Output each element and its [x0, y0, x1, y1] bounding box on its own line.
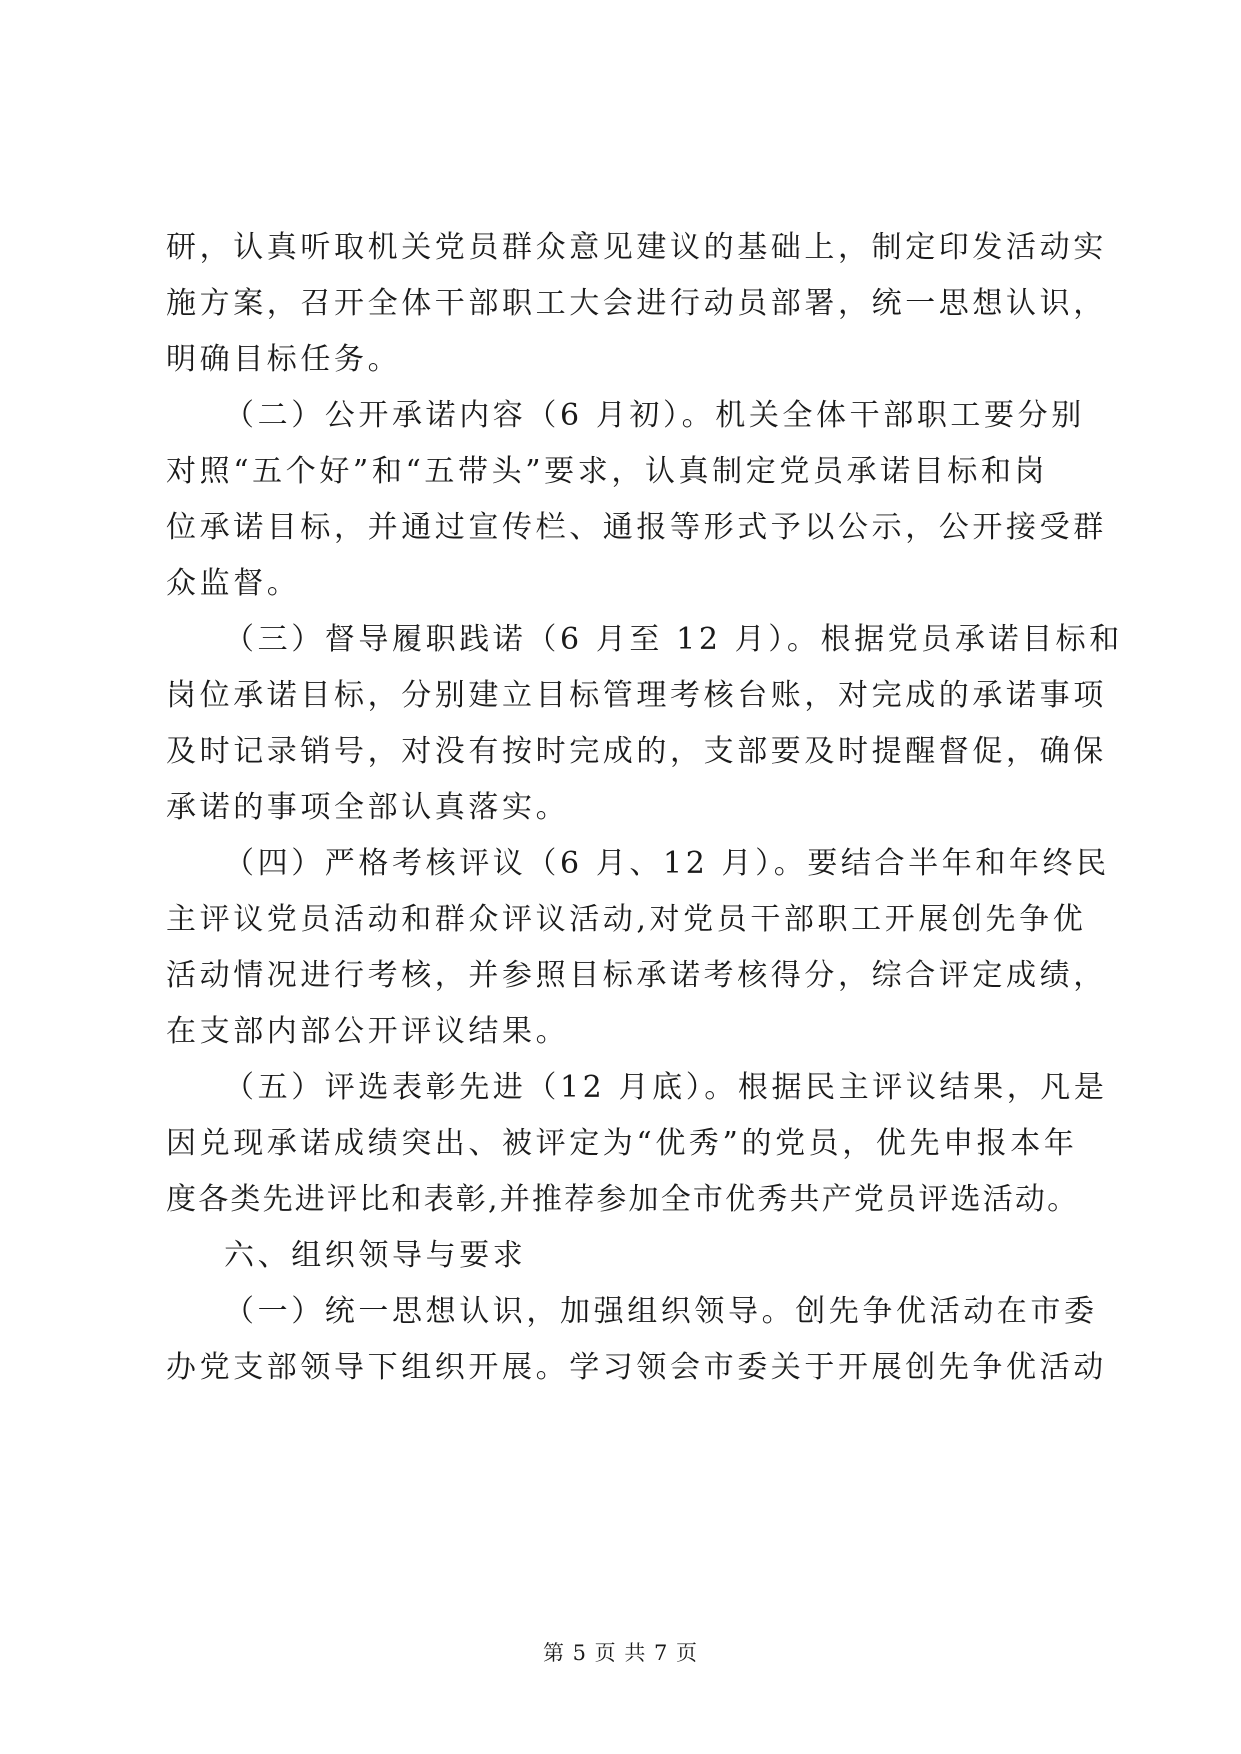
text-line: （二）公开承诺内容（6 月初）。机关全体干部职工要分别: [224, 398, 1085, 433]
text-line: 在支部内部公开评议结果。: [166, 1014, 570, 1049]
text-line: 研，认真听取机关党员群众意见建议的基础上，制定印发活动实: [166, 230, 1107, 265]
text-line: （三）督导履职践诺（6 月至 12 月）。根据党员承诺目标和: [224, 622, 1123, 657]
text-line: 对照“五个好”和“五带头”要求，认真制定党员承诺目标和岗: [166, 454, 1049, 489]
text-line: 办党支部领导下组织开展。学习领会市委关于开展创先争优活动: [166, 1350, 1107, 1385]
text-line: 度各类先进评比和表彰,并推荐参加全市优秀共产党员评选活动。: [166, 1182, 1080, 1217]
text-line: （四）严格考核评议（6 月、12 月）。要结合半年和年终民: [224, 846, 1110, 881]
text-line: 承诺的事项全部认真落实。: [166, 790, 570, 825]
text-line: 因兑现承诺成绩突出、被评定为“优秀”的党员，优先申报本年: [166, 1126, 1078, 1161]
text-line: 岗位承诺目标，分别建立目标管理考核台账，对完成的承诺事项: [166, 678, 1107, 713]
text-line: 明确目标任务。: [166, 342, 402, 377]
text-line: 活动情况进行考核，并参照目标承诺考核得分，综合评定成绩，: [166, 958, 1107, 993]
text-line: 及时记录销号，对没有按时完成的，支部要及时提醒督促，确保: [166, 734, 1107, 769]
page-number-footer: 第 5 页 共 7 页: [542, 1641, 699, 1665]
text-line: （五）评选表彰先进（12 月底）。根据民主评议结果，凡是: [224, 1070, 1108, 1105]
text-line: 施方案，召开全体干部职工大会进行动员部署，统一思想认识，: [166, 286, 1107, 321]
text-line: 主评议党员活动和群众评议活动,对党员干部职工开展创先争优: [166, 902, 1087, 937]
text-line: （一）统一思想认识，加强组织领导。创先争优活动在市委: [224, 1294, 1098, 1329]
text-line: 位承诺目标，并通过宣传栏、通报等形式予以公示，公开接受群: [166, 510, 1107, 545]
text-line: 众监督。: [166, 566, 301, 601]
section-heading: 六、组织领导与要求: [224, 1238, 527, 1273]
